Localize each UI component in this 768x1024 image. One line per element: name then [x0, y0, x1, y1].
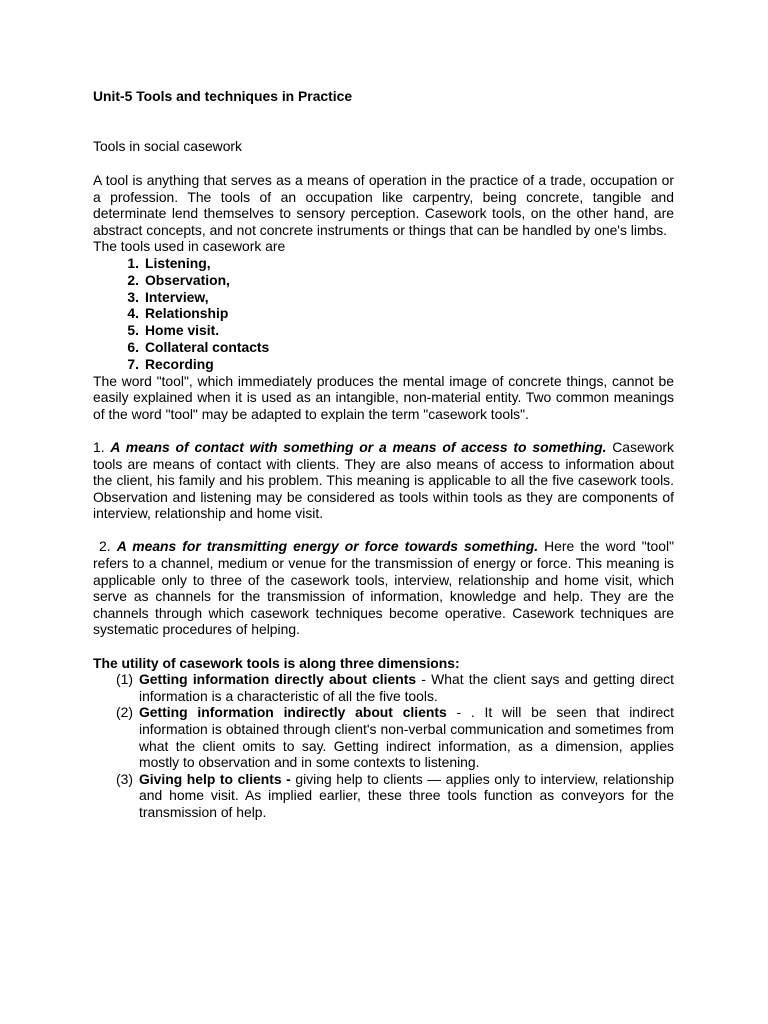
meaning-2-heading: A means for transmitting energy or force towards something. [116, 538, 539, 555]
tool-word-paragraph: The word "tool", which immediately produces the mental image of concrete things, cannot be easily explained when it is used as an intangible, non-material entity. Two common meanings of the word "tool" may be adapted to explain the term "casework tools". [93, 372, 674, 422]
tools-list [93, 255, 674, 373]
dimensions-list [93, 671, 674, 820]
list-item: 1. Listening, [127, 254, 211, 271]
meaning-1-heading: A means of contact with something or a means of access to something. [110, 438, 607, 455]
section-subtitle: Tools in social casework [93, 138, 242, 154]
meaning-2-paragraph [93, 538, 674, 638]
meaning-1-paragraph [93, 439, 674, 522]
tools-list-intro: The tools used in casework are [93, 238, 286, 255]
list-item: (3) Giving help to clients - giving help to clients — applies only to interview, relationship and home visit. As implied earlier, these three tools function as conveyors for the transmission of help. [116, 770, 675, 820]
list-item: 5. Home visit. [127, 322, 220, 339]
intro-paragraph: A tool is anything that serves as a means of operation in the practice of a trade, occupation or a profession. The tools of an occupation like carpentry, being concrete, tangible and determinate lend themselves to sensory perception. Casework tools, on the other hand, are abstract concepts, and not concrete instruments or things that can be handled by one's limbs. [93, 172, 674, 238]
list-item: (1) Getting information directly about clients - What the client says and getting direct information is a characteristic of all the five tools. [116, 671, 674, 704]
utility-heading: The utility of casework tools is along three dimensions: [93, 654, 460, 671]
page-title: Unit-5 Tools and techniques in Practice [93, 88, 353, 104]
document-body [93, 88, 674, 821]
list-item: 6. Collateral contacts [127, 338, 270, 355]
meaning-1-number: 1. [93, 438, 105, 455]
list-item: 7. Recording [127, 355, 214, 372]
list-item: (2) Getting information indirectly about clients - . It will be seen that indirect information is obtained through client's non-verbal communication and sometimes from what the client omits to say. Getting indirect information, as a dimension, applies mostly to observation and in some contexts to listening. [116, 704, 674, 771]
list-item: 4. Relationship [127, 305, 229, 322]
meaning-1-body: Casework tools are means of contact with clients. They are also means of access to information about the client, his family and his problem. This meaning is applicable to all the five casework tools. Observation and listening may be considered as tools within tools as they are components of interview, relationship and home visit. [93, 438, 675, 522]
meaning-2-body: Here the word "tool" refers to a channel, medium or venue for the transmission of energy or force. This meaning is applicable only to three of the casework tools, interview, relationship and home visit, which serve as channels for the transmission of information, knowledge and help. They are the channels through which casework techniques become operative. Casework techniques are systematic procedures of helping. [93, 538, 675, 638]
list-item: 2. Observation, [127, 271, 230, 288]
meaning-2-number: 2. [99, 538, 111, 555]
list-item: 3. Interview, [127, 288, 209, 305]
